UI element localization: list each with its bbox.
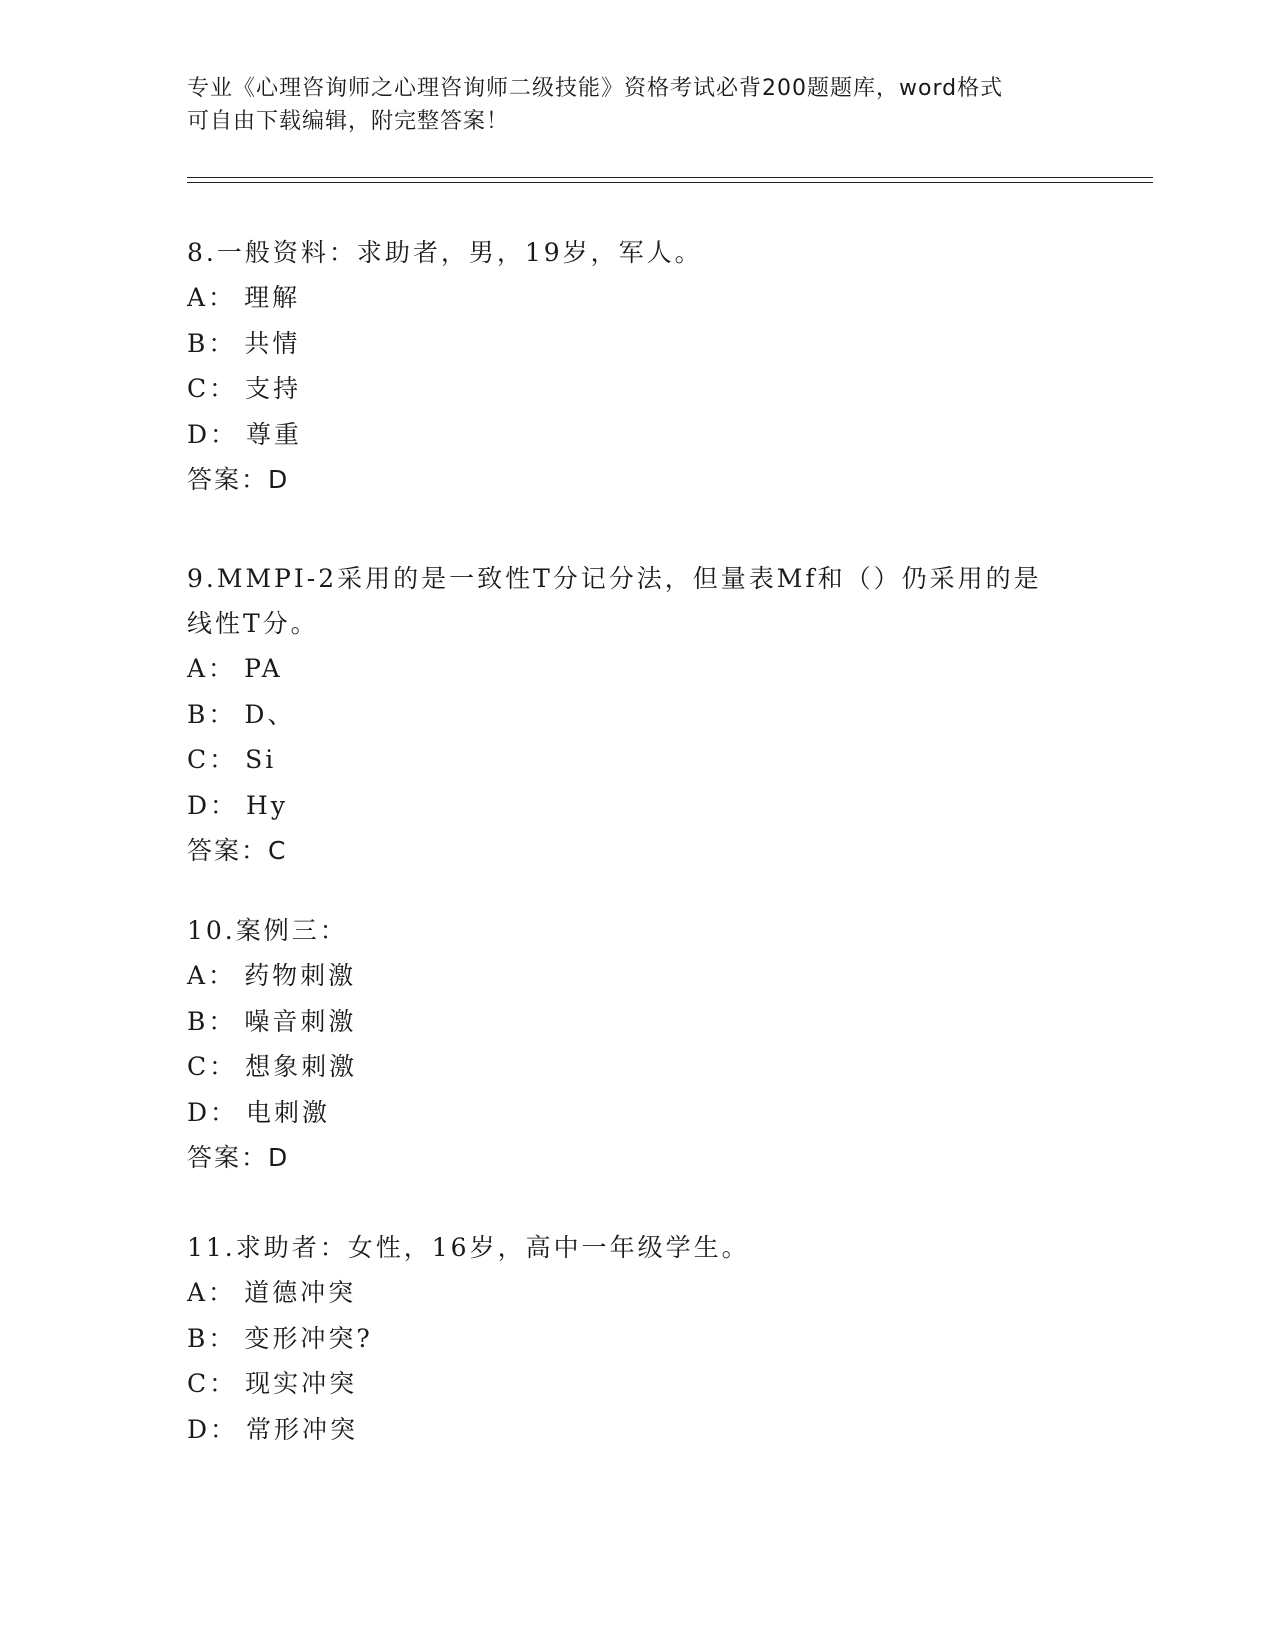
option-key: C： (187, 745, 238, 774)
option-text: D、 (244, 699, 296, 729)
option-d (187, 1090, 1087, 1136)
option-text: 常形冲突 (246, 1414, 359, 1444)
header-divider-top (187, 177, 1153, 178)
option-key: A： (187, 654, 237, 683)
option-a (187, 1270, 1087, 1316)
header-divider-bottom (187, 182, 1153, 183)
answer-line: 答案：C (187, 836, 288, 865)
option-text: 支持 (245, 374, 302, 403)
question-9 (187, 556, 1087, 873)
option-d (187, 783, 1087, 829)
question-stem: 10.案例三： (187, 916, 348, 945)
option-b (187, 999, 1087, 1045)
option-d (187, 412, 1087, 458)
question-stem: 9.MMPI-2采用的是一致性T分记分法，但量表Mf和（）仍采用的是线性T分。 (187, 564, 1042, 638)
header-line-1: 专业《心理咨询师之心理咨询师二级技能》资格考试必背200题题库，word格式 (187, 76, 1004, 101)
option-key: C： (187, 1052, 238, 1081)
option-c (187, 1361, 1087, 1407)
option-key: D： (187, 790, 239, 820)
option-key: C： (187, 1369, 238, 1398)
option-key: A： (187, 1278, 237, 1307)
option-text: 药物刺激 (244, 961, 357, 990)
option-key: B： (187, 328, 237, 358)
option-text: 变形冲突? (244, 1323, 373, 1353)
option-key: A： (187, 283, 237, 312)
option-key: A： (187, 961, 237, 990)
option-b (187, 321, 1087, 367)
option-d (187, 1407, 1087, 1453)
option-key: C： (187, 374, 238, 403)
option-key: B： (187, 699, 237, 729)
option-key: B： (187, 1323, 237, 1353)
option-c (187, 1044, 1087, 1090)
option-key: D： (187, 419, 239, 449)
option-text: 共情 (244, 328, 301, 358)
option-key: D： (187, 1097, 239, 1127)
option-b (187, 1316, 1087, 1362)
option-text: Hy (246, 790, 288, 820)
option-text: 尊重 (246, 419, 303, 449)
document-header (187, 72, 1067, 138)
question-stem: 8.一般资料：求助者，男，19岁，军人。 (187, 238, 703, 267)
option-text: 现实冲突 (245, 1369, 358, 1398)
option-a (187, 646, 1087, 692)
question-11 (187, 1225, 1087, 1452)
option-a (187, 953, 1087, 999)
option-c (187, 737, 1087, 783)
option-key: B： (187, 1006, 237, 1036)
answer-line: 答案：D (187, 1143, 290, 1172)
option-text: 想象刺激 (245, 1052, 358, 1081)
question-stem: 11.求助者：女性，16岁，高中一年级学生。 (187, 1233, 750, 1262)
option-text: 道德冲突 (244, 1278, 357, 1307)
option-a (187, 275, 1087, 321)
option-text: PA (244, 654, 283, 683)
answer-line: 答案：D (187, 465, 290, 494)
option-c (187, 366, 1087, 412)
option-b (187, 692, 1087, 738)
question-8 (187, 230, 1087, 502)
option-text: 理解 (244, 283, 301, 312)
option-text: Si (245, 745, 277, 774)
option-text: 电刺激 (246, 1097, 331, 1127)
question-10 (187, 908, 1087, 1180)
option-key: D： (187, 1414, 239, 1444)
option-text: 噪音刺激 (244, 1006, 357, 1036)
header-line-2: 可自由下载编辑，附完整答案！ (187, 109, 510, 134)
